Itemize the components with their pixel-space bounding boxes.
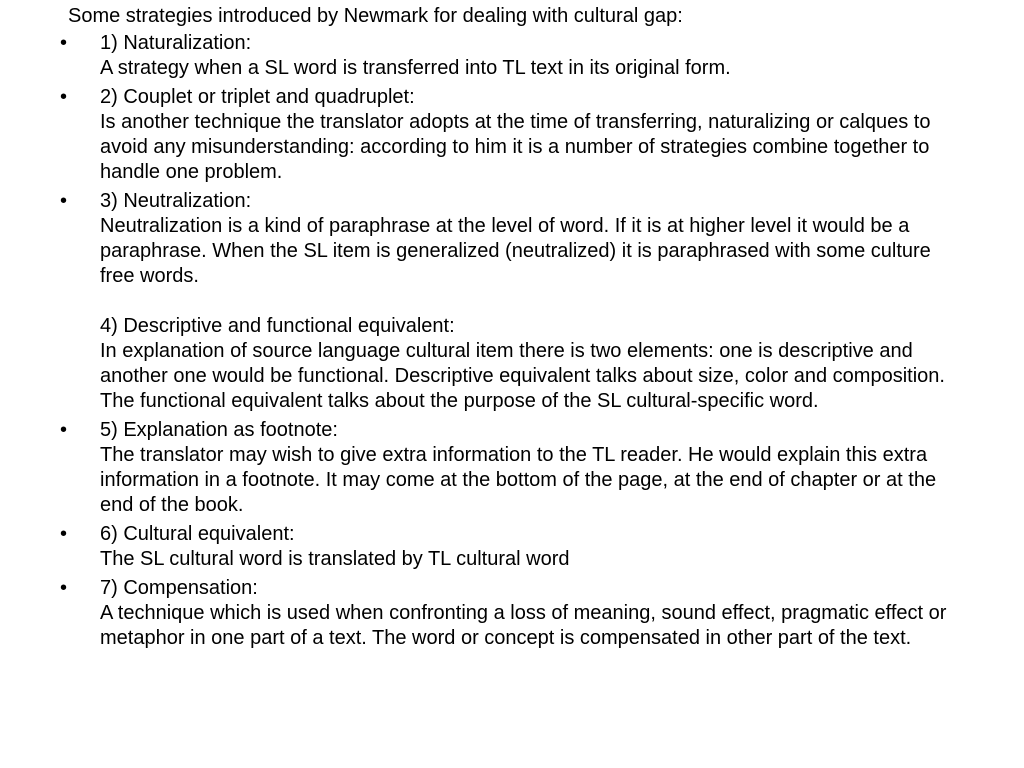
bullet-icon: • [60, 523, 68, 545]
item-body: The SL cultural word is translated by TL cultural word [100, 548, 570, 570]
list-item-couplet [60, 85, 964, 185]
item-title: 1) Naturalization: [100, 32, 252, 54]
item-title: 7) Compensation: [100, 577, 258, 599]
item-body: In explanation of source language cultural item there is two elements: one is descriptive and another one would be functional. Descriptive equivalent talks about size, color and composition. The functional equivalent talks about the purpose of the SL cultural-specific word. [100, 340, 945, 412]
item-body: Neutralization is a kind of paraphrase at the level of word. If it is at higher level it would be a paraphrase. When the SL item is generalized (neutralized) it is paraphrased with some culture free words. [100, 215, 931, 287]
list-item-cultural-equivalent [60, 522, 964, 572]
bullet-icon: • [60, 419, 68, 441]
bullet-icon: • [60, 32, 68, 54]
list-item-naturalization [60, 31, 964, 81]
item-title: 2) Couplet or triplet and quadruplet: [100, 86, 415, 108]
item-body: A technique which is used when confronting a loss of meaning, sound effect, pragmatic effect or metaphor in one part of a text. The word or concept is compensated in other part of the text. [100, 602, 947, 649]
item-body: Is another technique the translator adopts at the time of transferring, naturalizing or calques to avoid any misunderstanding: according to him it is a number of strategies combine together to handle one problem. [100, 111, 931, 183]
intro-text: Some strategies introduced by Newmark for dealing with cultural gap: [68, 5, 683, 27]
strategy-list [60, 31, 964, 651]
item-title: 6) Cultural equivalent: [100, 523, 295, 545]
list-item-footnote [60, 418, 964, 518]
bullet-icon: • [60, 190, 68, 212]
list-item-compensation [60, 576, 964, 651]
list-item-neutralization [60, 189, 964, 414]
item-body: A strategy when a SL word is transferred into TL text in its original form. [100, 57, 731, 79]
item-title: 3) Neutralization: [100, 190, 252, 212]
item-title: 4) Descriptive and functional equivalent: [100, 315, 455, 337]
item-title: 5) Explanation as footnote: [100, 419, 338, 441]
bullet-icon: • [60, 577, 68, 599]
descriptive-functional-block [100, 314, 964, 414]
item-body: The translator may wish to give extra information to the TL reader. He would explain this extra information in a footnote. It may come at the bottom of the page, at the end of chapter or at the end of the book. [100, 444, 937, 516]
bullet-icon: • [60, 86, 68, 108]
